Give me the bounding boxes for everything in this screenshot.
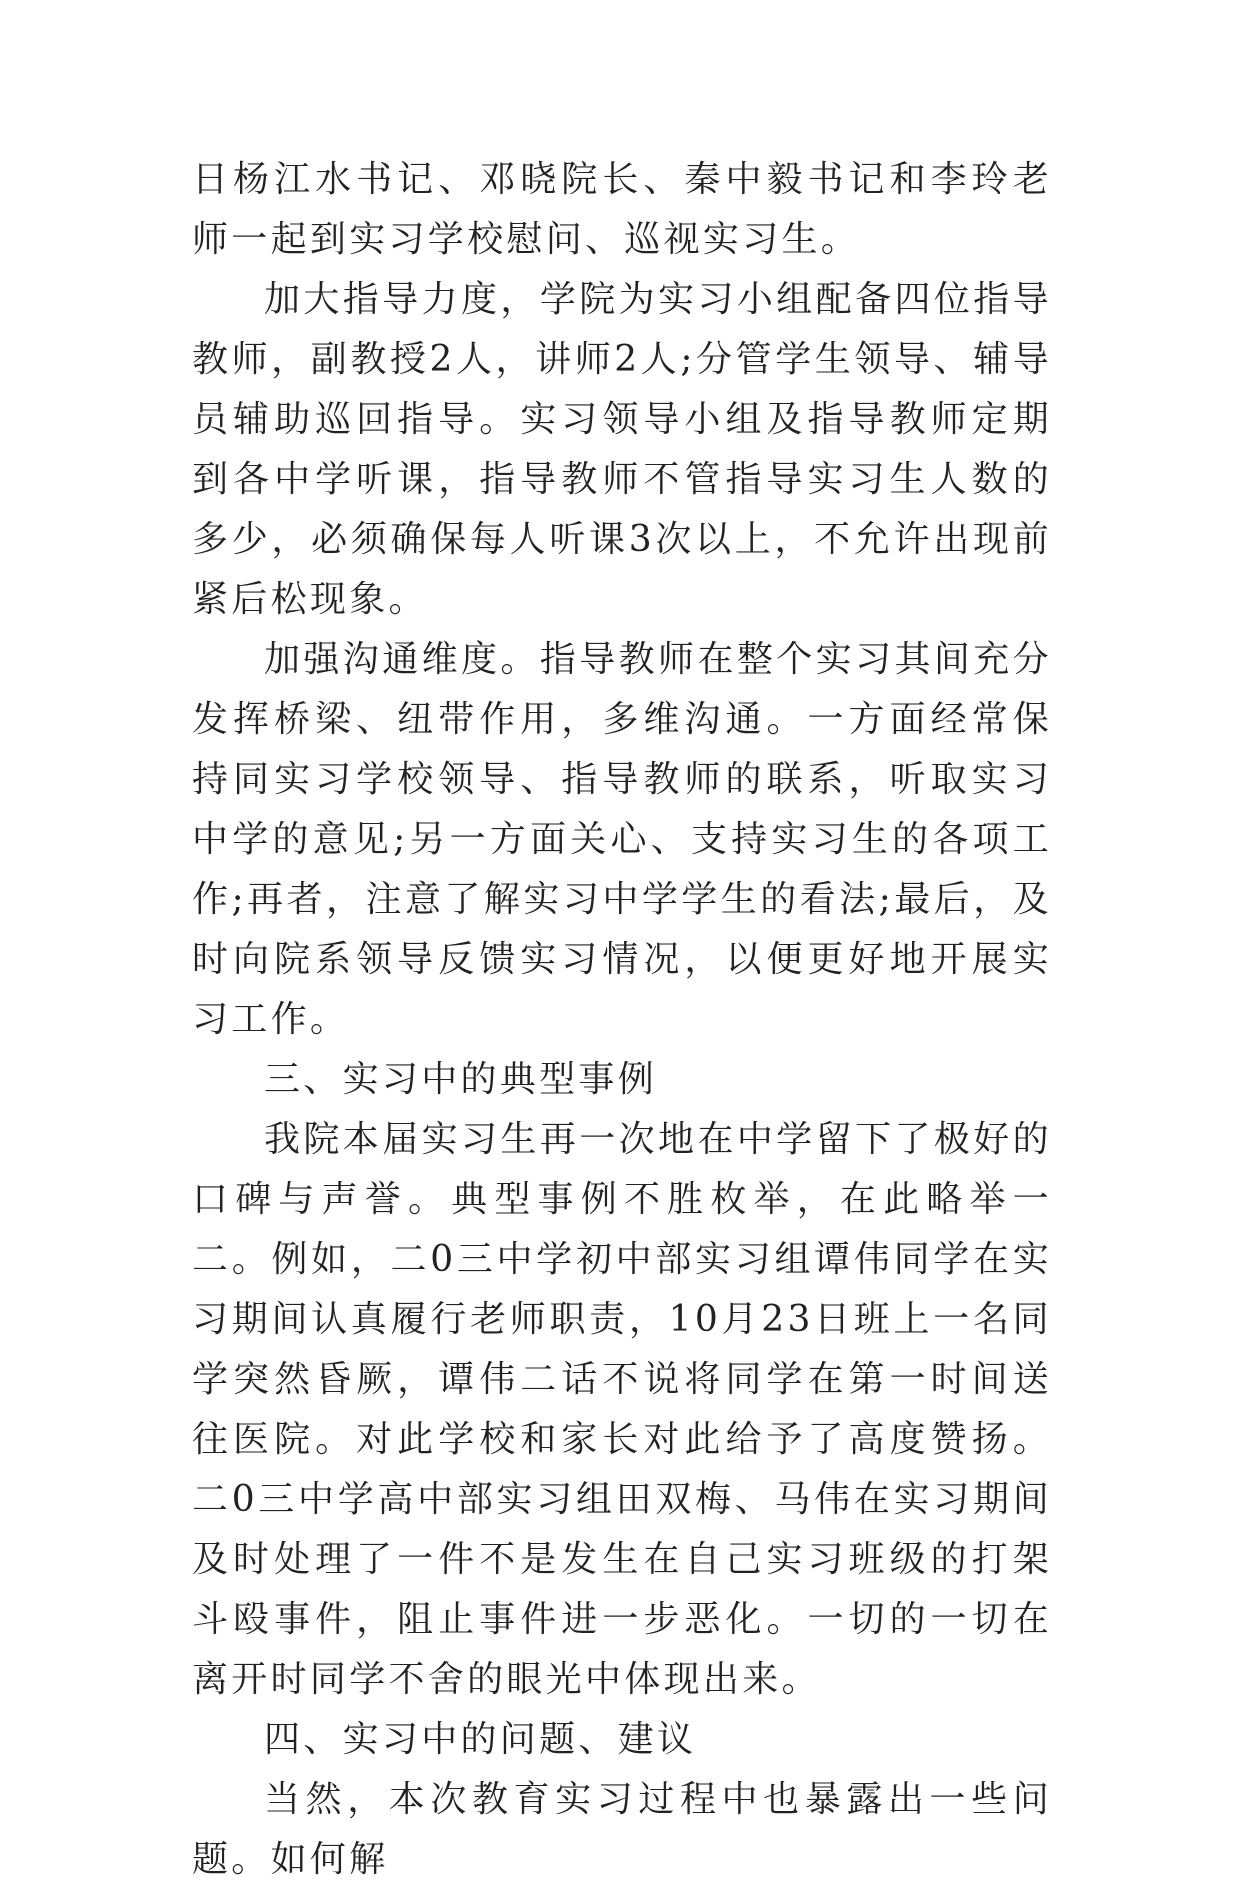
paragraph-problems: 当然，本次教育实习过程中也暴露出一些问题。如何解 (192, 1779, 1052, 1880)
document-body (192, 150, 1052, 1890)
section-heading-typical-cases: 三、实习中的典型事例 (264, 1059, 658, 1100)
paragraph-communication: 加强沟通维度。指导教师在整个实习其间充分发挥桥梁、纽带作用，多维沟通。一方面经常保持同实习学校领导、指导教师的联系，听取实习中学的意见;另一方面关心、支持实习生的各项工作;再者，注意了解实习中学学生的看法;最后，及时向院系领导反馈实习情况，以便更好地开展实习工作。 (192, 639, 1052, 1040)
paragraph-continuation: 日杨江水书记、邓晓院长、秦中毅书记和李玲老师一起到实习学校慰问、巡视实习生。 (192, 159, 1052, 260)
paragraph-guidance: 加大指导力度，学院为实习小组配备四位指导教师，副教授2人，讲师2人;分管学生领导、辅导员辅助巡回指导。实习领导小组及指导教师定期到各中学听课，指导教师不管指导实习生人数的多少，必须确保每人听课3次以上，不允许出现前紧后松现象。 (192, 279, 1052, 620)
section-heading-problems-suggestions: 四、实习中的问题、建议 (264, 1719, 697, 1760)
paragraph-typical-cases: 我院本届实习生再一次地在中学留下了极好的口碑与声誉。典型事例不胜枚举，在此略举一二。例如，二0三中学初中部实习组谭伟同学在实习期间认真履行老师职责，10月23日班上一名同学突然昏厥，谭伟二话不说将同学在第一时间送往医院。对此学校和家长对此给予了高度赞扬。二0三中学高中部实习组田双梅、马伟在实习期间及时处理了一件不是发生在自己实习班级的打架斗殴事件，阻止事件进一步恶化。一切的一切在离开时同学不舍的眼光中体现出来。 (192, 1119, 1052, 1700)
